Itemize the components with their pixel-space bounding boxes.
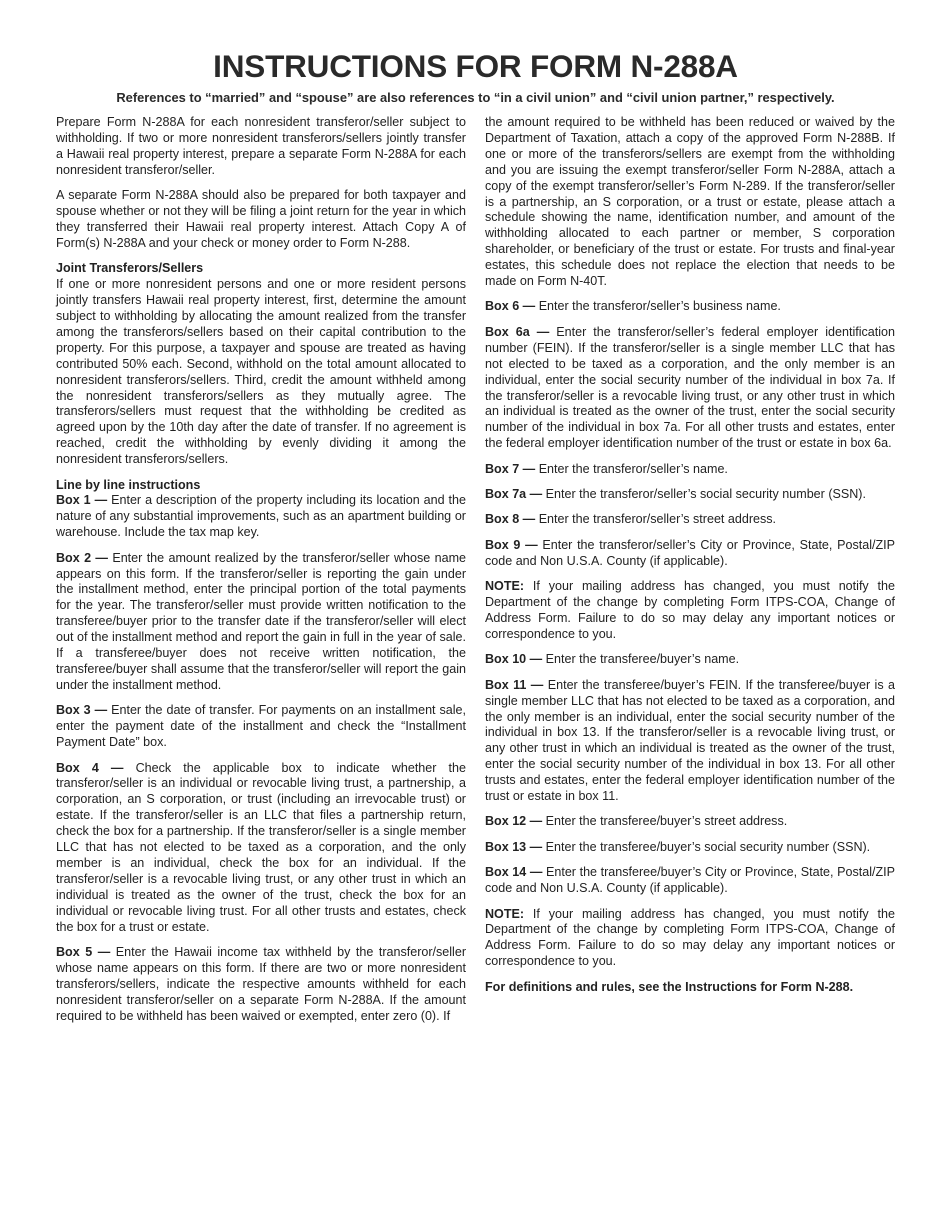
box-2-label: Box 2 — (56, 550, 108, 565)
box-2-instruction (56, 551, 466, 694)
box-8-label: Box 8 — (485, 512, 536, 527)
page-subtitle: References to “married” and “spouse” are also references to “in a civil union” and “civil union partner,” respectively. (116, 90, 835, 105)
box-12-label: Box 12 — (485, 814, 543, 829)
box-7a-text: Enter the transferor/seller’s social security number (SSN). (542, 487, 866, 502)
box-14-text: Enter the transferee/buyer’s City or Province, State, Postal/ZIP code and Non U.S.A. County (if applicable). (485, 865, 895, 896)
note-2-label: NOTE: (485, 906, 525, 921)
two-column-body (56, 115, 895, 1034)
box-7a-label: Box 7a — (485, 487, 543, 502)
box-6a-label: Box 6a — (485, 324, 550, 339)
joint-transferors-heading: Joint Transferors/Sellers (56, 261, 204, 276)
box-12-text: Enter the transferee/buyer’s street address. (542, 814, 788, 829)
box-4-label: Box 4 — (56, 760, 124, 775)
box-10-label: Box 10 — (485, 652, 543, 667)
box-8-text: Enter the transferor/seller’s street address. (535, 512, 777, 527)
box-13-label: Box 13 — (485, 839, 543, 854)
box-7-text: Enter the transferor/seller’s name. (535, 461, 728, 476)
note-1-label: NOTE: (485, 579, 525, 594)
box-6-text: Enter the transferor/seller’s business name. (535, 299, 781, 314)
box-9-text: Enter the transferor/seller’s City or Province, State, Postal/ZIP code and Non U.S.A. County (if applicable). (485, 537, 895, 568)
box-10-text: Enter the transferee/buyer’s name. (542, 652, 740, 667)
box-6-instruction (485, 299, 895, 315)
box-1-label: Box 1 — (56, 493, 108, 508)
box-14-label: Box 14 — (485, 865, 543, 880)
box-6-label: Box 6 — (485, 299, 536, 314)
box-13-instruction (485, 840, 895, 856)
box-5-instruction (56, 945, 466, 1025)
box-3-instruction (56, 703, 466, 751)
right-column (485, 115, 895, 1034)
box-10-instruction (485, 652, 895, 668)
left-column (56, 115, 466, 1034)
box-5-text: Enter the Hawaii income tax withheld by the transferor/seller whose name appears on this form. If there are two or more nonresident transferors/sellers, indicate the respective amounts withheld for each nonresident transferor/seller on a separate Form N-288A. If the amount required to be withheld has been waived or exempted, enter zero (0). If (56, 945, 466, 1023)
box-3-label: Box 3 — (56, 703, 108, 718)
box-12-instruction (485, 814, 895, 830)
note-2-text: If your mailing address has changed, you must notify the Department of the change by completing Form ITPS-COA, Change of Address Form. Failure to do so may delay any important notices or correspondence to you. (485, 906, 895, 969)
box-13-text: Enter the transferee/buyer’s social security number (SSN). (542, 839, 871, 854)
box-5-continued: the amount required to be withheld has been reduced or waived by the Department of Taxation, attach a copy of the approved Form N-288B. If one or more of the transferors/sellers are exempt from the withholding and you are issuing the exempt transferor/seller Form N-288A, attach a copy of the exempt transferor/seller’s Form N-289. If the transferor/seller is a partnership, an S corporation, or a trust or estate, please attach a schedule showing the name, identification number, and amount of the withholding allocated to each partner or member, S corporation shareholder, or beneficiary of the trust or estate. For trusts and final-year estates, this schedule does not replace the election that needs to be made on Form N-40T. (485, 115, 895, 289)
box-7a-instruction (485, 487, 895, 503)
box-2-text: Enter the amount realized by the transferor/seller whose name appears on this form. If the transferor/seller is reporting the gain under the installment method, enter the principal portion of the total payments for the year. The transferor/seller must provide written notification to the transferee/buyer prior to the transfer date if the transferor/seller will elect out of the installment method and report the gain in full in the year of sale. If a transferee/buyer does not receive written notification, the transferee/buyer shall assume that the transferor/seller will report the gain under the installment method. (56, 550, 466, 692)
box-14-instruction (485, 865, 895, 897)
box-9-label: Box 9 — (485, 537, 538, 552)
page-title: INSTRUCTIONS FOR FORM N-288A (213, 48, 738, 84)
intro-paragraph-1: Prepare Form N-288A for each nonresident transferor/seller subject to withholding. If two or more nonresident transferors/sellers jointly transfer a Hawaii real property interest, prepare a separate Form N-288A for each nonresident transferor/seller. (56, 115, 466, 177)
box-7-instruction (485, 462, 895, 478)
box-11-instruction (485, 678, 895, 805)
box-11-text: Enter the transferee/buyer’s FEIN. If the transferee/buyer is a single member LLC that has not elected to be taxed as a corporation, and the only member is an individual, enter the social security number of the individual in box 13. If the transferor/seller is a revocable living trust, or any other trust in which an individual is treated as the owner of the trust, enter the social security number of the individual in box 13. For all other trusts and estates, enter the federal employer identification number of the trust or estate in box 11. (485, 677, 895, 804)
joint-transferors-paragraph: If one or more nonresident persons and one or more resident persons jointly transfers Hawaii real property interest, first, determine the amount subject to withholding by allocating the amount realized from the transfer among the transferors/sellers based on their capital contribution to the property. For this purpose, a taxpayer and spouse are treated as having contributed 50% each. Second, withhold on the total amount allocated to nonresident transferors/sellers. Third, credit the amount withheld among the nonresident transferors/sellers as they mutually agree. The transferors/sellers must request that the withholding be credited as agreed upon by the 10th day after the date of transfer. If no agreement is reached, credit the withholding by evenly dividing it among the nonresident transferors/sellers. (56, 277, 466, 467)
line-by-line-heading: Line by line instructions (56, 477, 201, 492)
intro-paragraph-2: A separate Form N-288A should also be prepared for both taxpayer and spouse whether or not they will be filing a joint return for the year in which they transferred their Hawaii real property interest. Attach Copy A of Form(s) N-288A and your check or money order to Form N-288. (56, 188, 466, 250)
note-address-change-2 (485, 907, 895, 971)
box-1-text: Enter a description of the property including its location and the nature of any substantial improvements, such as an apartment building or warehouse. Include the tax map key. (56, 493, 466, 540)
box-6a-instruction (485, 325, 895, 452)
box-6a-text: Enter the transferor/seller’s federal employer identification number (FEIN). If the transferor/seller is a single member LLC that has not elected to be taxed as a corporation, and the only member is an individual, enter the social security number of the individual in box 7a. If the transferor/seller is a revocable living trust, or any other trust in which an individual is treated as the owner of the trust, enter the social security number of the individual in box 7a. For all other trusts and estates, enter the federal employer identification number of the trust or estate in box 6a. (485, 324, 895, 451)
box-9-instruction (485, 538, 895, 570)
box-5-label: Box 5 — (56, 945, 111, 959)
box-4-text: Check the applicable box to indicate whether the transferor/seller is an individual or revocable living trust, a partnership, a corporation, an S corporation, or trust (including an irrevocable trust) or estate. If the transferor/seller is an LLC that files a partnership return, check the box for a partnership. If the transferor/seller is a single member LLC that has not elected to be taxed as a corporation, and the only member is an individual, check the box for an individual. If the transferor/seller is a revocable living trust, or any other trust in which an individual is treated as the owner of the trust, check the box for an individual or revocable living trust. For all other trusts and estates, check the box for a trust or estate. (56, 760, 466, 934)
box-11-label: Box 11 — (485, 677, 544, 692)
box-3-text: Enter the date of transfer. For payments on an installment sale, enter the payment date of the installment and check the “Installment Payment Date” box. (56, 703, 466, 750)
note-address-change-1 (485, 579, 895, 643)
box-4-instruction (56, 761, 466, 936)
box-8-instruction (485, 512, 895, 528)
definitions-reference: For definitions and rules, see the Instructions for Form N-288. (485, 979, 854, 994)
note-1-text: If your mailing address has changed, you must notify the Department of the change by completing Form ITPS-COA, Change of Address Form. Failure to do so may delay any important notices or correspondence to you. (485, 579, 895, 641)
box-7-label: Box 7 — (485, 461, 536, 476)
box-1-instruction (56, 493, 466, 541)
